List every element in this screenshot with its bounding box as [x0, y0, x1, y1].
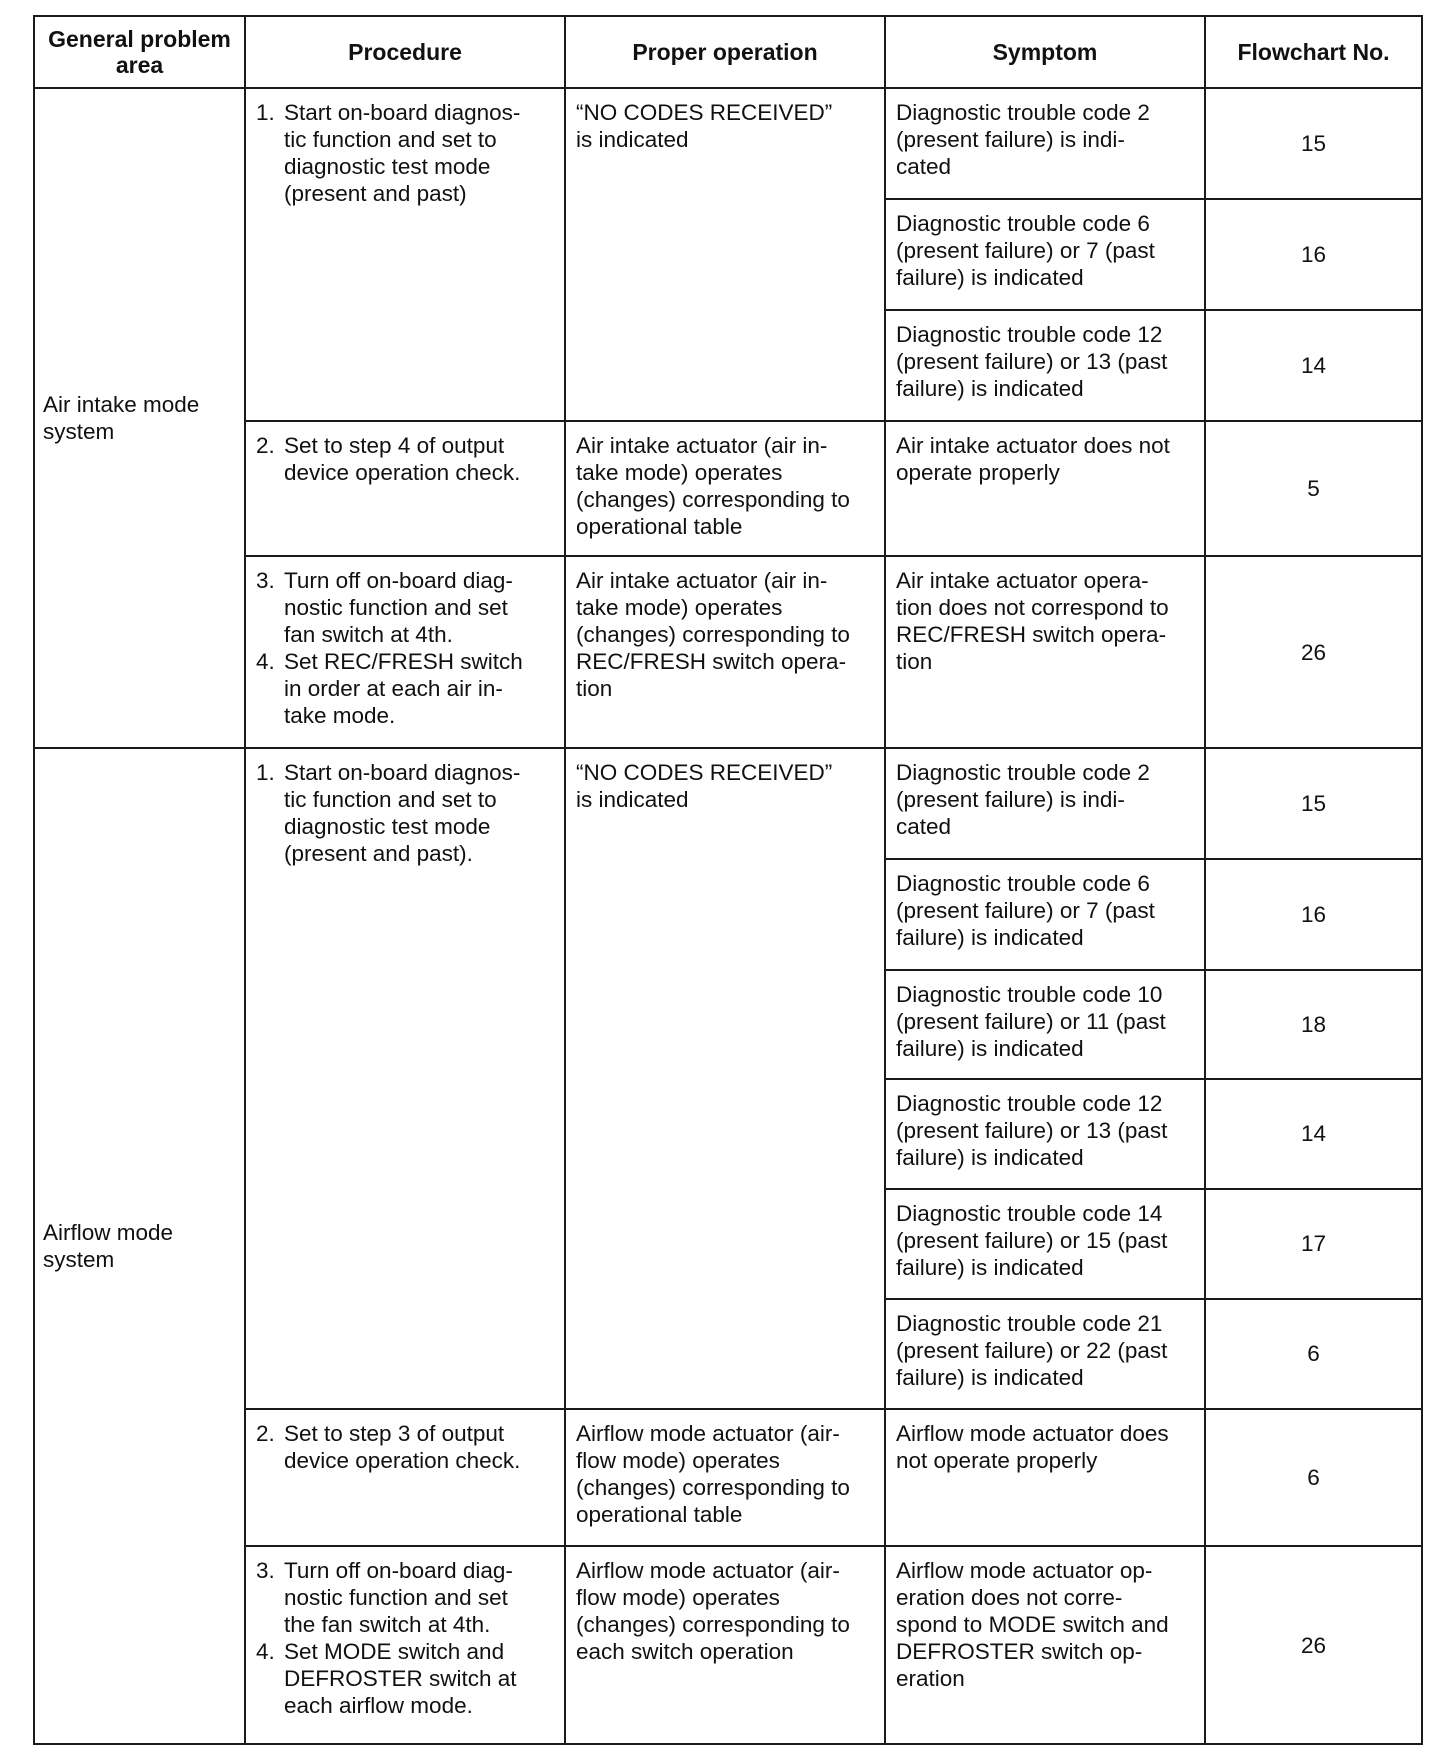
procedure-step [256, 567, 556, 648]
procedure-cell [245, 1409, 565, 1546]
procedure-cell [245, 88, 565, 421]
text-line: operational table [576, 1501, 743, 1527]
text-line: REC/FRESH switch opera- [896, 622, 1167, 648]
symptom-cell [885, 859, 1205, 970]
text-line: tic function and set to [284, 786, 497, 812]
step-number: 2. [256, 1420, 275, 1446]
step-text [284, 648, 556, 729]
text-line: Air intake actuator (air in- [576, 433, 828, 458]
text-line: Airflow mode actuator (air- [576, 1420, 840, 1446]
flowchart-number-cell: 26 [1205, 556, 1422, 748]
text-line: (present and past). [284, 840, 473, 866]
text-line: (present failure) or 13 (past [896, 1117, 1168, 1143]
symptom-cell [885, 1079, 1205, 1189]
text-line: nostic function and set [284, 1585, 508, 1611]
procedure-step [256, 1638, 556, 1719]
text-line: is indicated [576, 127, 689, 152]
text-line: failure) is indicated [896, 1254, 1084, 1280]
text-line: cated [896, 154, 952, 179]
proper-operation-cell [565, 421, 885, 556]
text-line: Diagnostic trouble code 2 [896, 100, 1150, 125]
text-line: (present failure) or 11 (past [896, 1008, 1166, 1034]
symptom-cell [885, 1189, 1205, 1299]
problem-area-cell: Air intake mode system [34, 88, 245, 748]
text-line: each switch operation [576, 1639, 794, 1665]
text-line: Airflow mode actuator (air- [576, 1558, 840, 1584]
flowchart-number-cell: 6 [1205, 1409, 1422, 1546]
step-number: 3. [256, 568, 275, 594]
flowchart-number-cell: 26 [1205, 1546, 1422, 1744]
flowchart-number-cell: 16 [1205, 199, 1422, 310]
step-number: 3. [256, 1558, 275, 1584]
text-line: diagnostic test mode [284, 813, 491, 839]
symptom-cell [885, 1546, 1205, 1744]
text-line: Diagnostic trouble code 12 [896, 322, 1163, 347]
text-line: Diagnostic trouble code 14 [896, 1200, 1163, 1226]
text-line: Set to step 4 of output [284, 433, 505, 458]
procedure-cell [245, 1546, 565, 1744]
text-line: cated [896, 813, 952, 839]
text-line: device operation check. [284, 460, 521, 485]
header-row [34, 16, 1422, 88]
text-line: DEFROSTER switch op- [896, 1639, 1143, 1665]
text-line: eration does not corre- [896, 1585, 1123, 1611]
text-line: Diagnostic trouble code 21 [896, 1310, 1163, 1336]
flowchart-number-cell: 16 [1205, 859, 1422, 970]
step-text [284, 759, 556, 867]
flowchart-number-cell: 18 [1205, 970, 1422, 1079]
text-line: REC/FRESH switch opera- [576, 649, 847, 675]
header-symptom: Symptom [885, 16, 1205, 88]
text-line: (present failure) or 22 (past [896, 1337, 1168, 1363]
text-line: operational table [576, 514, 743, 539]
text-line: (changes) corresponding to [576, 487, 850, 512]
flowchart-number-cell: 5 [1205, 421, 1422, 556]
text-line: (changes) corresponding to [576, 1612, 850, 1638]
symptom-cell [885, 310, 1205, 421]
symptom-cell [885, 1299, 1205, 1409]
flowchart-number-cell: 14 [1205, 1079, 1422, 1189]
text-line: Diagnostic trouble code 10 [896, 981, 1163, 1007]
text-line: Turn off on-board diag- [284, 1558, 513, 1584]
text-line: Start on-board diagnos- [284, 759, 521, 785]
procedure-cell [245, 748, 565, 1409]
symptom-cell [885, 199, 1205, 310]
text-line: eration [896, 1666, 965, 1692]
procedure-step [256, 1557, 556, 1638]
text-line: (present failure) or 13 (past [896, 349, 1168, 374]
text-line: (changes) corresponding to [576, 622, 850, 648]
text-line: Air intake actuator opera- [896, 568, 1149, 594]
step-number: 2. [256, 433, 275, 458]
text-line: Diagnostic trouble code 6 [896, 211, 1150, 236]
text-line: failure) is indicated [896, 1035, 1084, 1061]
symptom-cell [885, 88, 1205, 199]
text-line: Diagnostic trouble code 12 [896, 1090, 1163, 1116]
text-line: tion does not correspond to [896, 595, 1169, 621]
table-body [34, 88, 1422, 1744]
procedure-cell [245, 421, 565, 556]
step-text [284, 1557, 556, 1638]
text-line: device operation check. [284, 1447, 521, 1473]
procedure-step [256, 432, 556, 486]
text-line: failure) is indicated [896, 924, 1084, 950]
text-line: take mode) operates [576, 595, 783, 621]
text-line: Diagnostic trouble code 2 [896, 759, 1150, 785]
text-line: failure) is indicated [896, 1144, 1084, 1170]
flowchart-number-cell: 6 [1205, 1299, 1422, 1409]
proper-operation-cell [565, 88, 885, 421]
step-number: 1. [256, 100, 275, 125]
flowchart-number-cell: 14 [1205, 310, 1422, 421]
procedure-step [256, 1420, 556, 1474]
text-line: tion [576, 676, 613, 702]
text-line: “NO CODES RECEIVED” [576, 759, 833, 785]
symptom-cell [885, 556, 1205, 748]
header-area: General problem area [34, 16, 245, 88]
symptom-cell [885, 421, 1205, 556]
proper-operation-cell [565, 1546, 885, 1744]
text-line: (changes) corresponding to [576, 1474, 850, 1500]
text-line: (present failure) or 7 (past [896, 238, 1155, 263]
text-line: not operate properly [896, 1447, 1098, 1473]
problem-area-cell: Airflow mode system [34, 748, 245, 1744]
text-line: Set REC/FRESH switch [284, 649, 523, 675]
header-procedure: Procedure [245, 16, 565, 88]
header-flowchart-no: Flowchart No. [1205, 16, 1422, 88]
step-text [284, 567, 556, 648]
text-line: take mode. [284, 703, 396, 729]
step-number: 4. [256, 1639, 275, 1665]
flowchart-number-cell: 17 [1205, 1189, 1422, 1299]
text-line: Diagnostic trouble code 6 [896, 870, 1150, 896]
header-proper-operation: Proper operation [565, 16, 885, 88]
symptom-cell [885, 970, 1205, 1079]
text-line: Set MODE switch and [284, 1639, 505, 1665]
text-line: tion [896, 649, 933, 675]
text-line: nostic function and set [284, 595, 508, 621]
text-line: Start on-board diagnos- [284, 100, 521, 125]
text-line: “NO CODES RECEIVED” [576, 100, 833, 125]
text-line: fan switch at 4th. [284, 622, 453, 648]
procedure-cell [245, 556, 565, 748]
table-row [34, 748, 1422, 859]
text-line: (present failure) is indi- [896, 786, 1125, 812]
text-line: DEFROSTER switch at [284, 1666, 517, 1692]
step-number: 4. [256, 649, 275, 675]
text-line: failure) is indicated [896, 376, 1084, 401]
step-text [284, 432, 556, 486]
text-line: Set to step 3 of output [284, 1420, 505, 1446]
procedure-step [256, 648, 556, 729]
step-text [284, 1420, 556, 1474]
text-line: failure) is indicated [896, 1364, 1084, 1390]
procedure-step [256, 759, 556, 867]
text-line: Airflow mode actuator does [896, 1420, 1169, 1446]
text-line: Air intake actuator does not [896, 433, 1170, 458]
text-line: (present failure) is indi- [896, 127, 1125, 152]
text-line: flow mode) operates [576, 1585, 780, 1611]
text-line: failure) is indicated [896, 265, 1084, 290]
symptom-cell [885, 748, 1205, 859]
flowchart-number-cell: 15 [1205, 88, 1422, 199]
proper-operation-cell [565, 1409, 885, 1546]
step-text [284, 1638, 556, 1719]
text-line: in order at each air in- [284, 676, 503, 702]
symptom-cell [885, 1409, 1205, 1546]
text-line: (present and past) [284, 181, 467, 206]
text-line: (present failure) or 7 (past [896, 897, 1155, 923]
flowchart-number-cell: 15 [1205, 748, 1422, 859]
step-number: 1. [256, 759, 275, 785]
table-row [34, 88, 1422, 199]
text-line: Turn off on-board diag- [284, 568, 513, 594]
text-line: spond to MODE switch and [896, 1612, 1169, 1638]
text-line: is indicated [576, 786, 689, 812]
text-line: tic function and set to [284, 127, 497, 152]
diagnostic-table [33, 15, 1423, 1745]
text-line: the fan switch at 4th. [284, 1612, 491, 1638]
text-line: each airflow mode. [284, 1693, 473, 1719]
text-line: flow mode) operates [576, 1447, 780, 1473]
text-line: diagnostic test mode [284, 154, 491, 179]
procedure-step [256, 99, 556, 207]
text-line: Airflow mode actuator op- [896, 1558, 1153, 1584]
text-line: take mode) operates [576, 460, 783, 485]
text-line: (present failure) or 15 (past [896, 1227, 1168, 1253]
proper-operation-cell [565, 748, 885, 1409]
proper-operation-cell [565, 556, 885, 748]
text-line: Air intake actuator (air in- [576, 568, 828, 594]
text-line: operate properly [896, 460, 1060, 485]
step-text [284, 99, 556, 207]
